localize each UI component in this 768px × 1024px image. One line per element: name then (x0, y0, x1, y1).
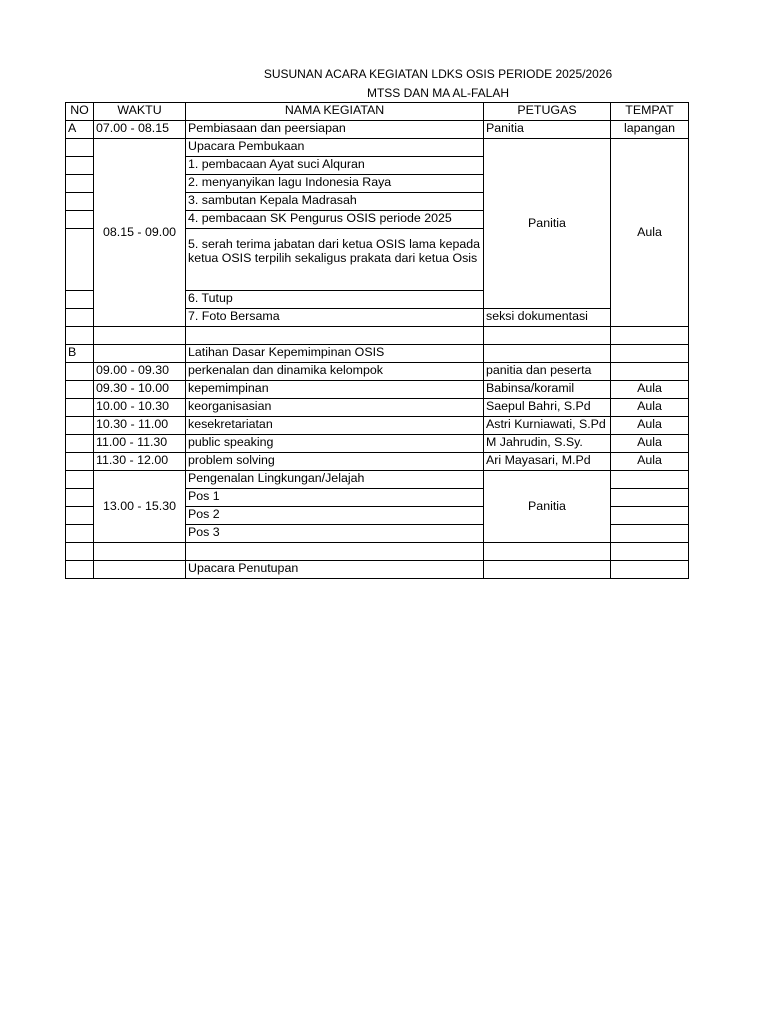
cell-no (66, 543, 94, 561)
cell-petugas (484, 543, 611, 561)
cell-petugas-merged: Panitia (484, 139, 611, 309)
cell-no (66, 327, 94, 345)
cell-waktu (94, 327, 186, 345)
cell-petugas: panitia dan peserta (484, 363, 611, 381)
cell-waktu (94, 561, 186, 579)
table-row (66, 417, 689, 435)
cell-no (66, 193, 94, 211)
cell-tempat (611, 543, 689, 561)
table-row (66, 121, 689, 139)
cell-waktu: 11.30 - 12.00 (94, 453, 186, 471)
cell-tempat: Aula (611, 399, 689, 417)
cell-no (66, 399, 94, 417)
cell-nama: kesekretariatan (186, 417, 484, 435)
cell-petugas: Saepul Bahri, S.Pd (484, 399, 611, 417)
cell-nama: 4. pembacaan SK Pengurus OSIS periode 2025 (186, 211, 484, 229)
cell-waktu: 09.00 - 09.30 (94, 363, 186, 381)
cell-petugas (484, 345, 611, 363)
cell-waktu-merged: 08.15 - 09.00 (94, 139, 186, 327)
cell-nama: 5. serah terima jabatan dari ketua OSIS lama kepada ketua OSIS terpilih sekaligus prakata dari ketua Osis (186, 229, 484, 291)
table-row (66, 327, 689, 345)
cell-waktu: 11.00 - 11.30 (94, 435, 186, 453)
cell-no (66, 381, 94, 399)
cell-no (66, 471, 94, 489)
cell-no (66, 309, 94, 327)
header-tempat: TEMPAT (611, 103, 689, 121)
cell-tempat: Aula (611, 435, 689, 453)
cell-tempat: Aula (611, 417, 689, 435)
cell-no (66, 417, 94, 435)
table-row (66, 363, 689, 381)
cell-nama: public speaking (186, 435, 484, 453)
cell-petugas: M Jahrudin, S.Sy. (484, 435, 611, 453)
cell-petugas (484, 561, 611, 579)
cell-nama: 3. sambutan Kepala Madrasah (186, 193, 484, 211)
cell-no (66, 453, 94, 471)
cell-nama: Pembiasaan dan peersiapan (186, 121, 484, 139)
cell-nama: Pengenalan Lingkungan/Jelajah (186, 471, 484, 489)
cell-nama: 6. Tutup (186, 291, 484, 309)
cell-tempat-merged: Aula (611, 139, 689, 327)
table-row (66, 561, 689, 579)
cell-nama: Pos 3 (186, 525, 484, 543)
cell-nama: Upacara Penutupan (186, 561, 484, 579)
document-subtitle: MTSS DAN MA AL-FALAH (366, 86, 510, 100)
header-row (66, 103, 689, 121)
header-petugas: PETUGAS (484, 103, 611, 121)
header-no: NO (66, 103, 94, 121)
cell-petugas: Ari Mayasari, M.Pd (484, 453, 611, 471)
cell-no (66, 561, 94, 579)
cell-nama (186, 327, 484, 345)
cell-tempat (611, 561, 689, 579)
cell-petugas-merged: Panitia (484, 471, 611, 543)
cell-nama: Pos 1 (186, 489, 484, 507)
cell-no (66, 525, 94, 543)
table-row (66, 453, 689, 471)
cell-tempat (611, 327, 689, 345)
cell-nama: 2. menyanyikan lagu Indonesia Raya (186, 175, 484, 193)
cell-nama: keorganisasian (186, 399, 484, 417)
cell-tempat (611, 471, 689, 489)
table-row (66, 471, 689, 489)
cell-petugas: Babinsa/koramil (484, 381, 611, 399)
cell-no: B (66, 345, 94, 363)
cell-tempat (611, 525, 689, 543)
table-row (66, 381, 689, 399)
schedule-table (65, 102, 689, 579)
cell-petugas: Astri Kurniawati, S.Pd (484, 417, 611, 435)
cell-nama: 1. pembacaan Ayat suci Alquran (186, 157, 484, 175)
header-nama-kegiatan: NAMA KEGIATAN (186, 103, 484, 121)
cell-petugas (484, 327, 611, 345)
cell-petugas: Panitia (484, 121, 611, 139)
cell-petugas: seksi dokumentasi (484, 309, 611, 327)
cell-no: A (66, 121, 94, 139)
cell-waktu (94, 345, 186, 363)
document-title: SUSUNAN ACARA KEGIATAN LDKS OSIS PERIODE 2025/2026 (263, 67, 613, 81)
cell-tempat: Aula (611, 381, 689, 399)
cell-nama: Pos 2 (186, 507, 484, 525)
cell-nama: Upacara Pembukaan (186, 139, 484, 157)
cell-no (66, 291, 94, 309)
cell-waktu: 07.00 - 08.15 (94, 121, 186, 139)
cell-nama: 7. Foto Bersama (186, 309, 484, 327)
cell-no (66, 139, 94, 157)
cell-waktu-merged: 13.00 - 15.30 (94, 471, 186, 543)
table-row (66, 399, 689, 417)
cell-no (66, 211, 94, 229)
cell-no (66, 363, 94, 381)
cell-tempat: lapangan (611, 121, 689, 139)
cell-tempat (611, 507, 689, 525)
cell-nama (186, 543, 484, 561)
cell-waktu (94, 543, 186, 561)
table-row (66, 435, 689, 453)
table-row (66, 345, 689, 363)
cell-no (66, 507, 94, 525)
cell-tempat (611, 489, 689, 507)
cell-no (66, 489, 94, 507)
cell-no (66, 435, 94, 453)
cell-tempat (611, 363, 689, 381)
cell-nama: kepemimpinan (186, 381, 484, 399)
cell-tempat: Aula (611, 453, 689, 471)
header-waktu: WAKTU (94, 103, 186, 121)
cell-no (66, 229, 94, 291)
table-row (66, 543, 689, 561)
cell-no (66, 175, 94, 193)
cell-waktu: 10.30 - 11.00 (94, 417, 186, 435)
cell-tempat (611, 345, 689, 363)
cell-nama: perkenalan dan dinamika kelompok (186, 363, 484, 381)
table-row (66, 139, 689, 157)
cell-nama: Latihan Dasar Kepemimpinan OSIS (186, 345, 484, 363)
cell-waktu: 10.00 - 10.30 (94, 399, 186, 417)
cell-waktu: 09.30 - 10.00 (94, 381, 186, 399)
cell-nama: problem solving (186, 453, 484, 471)
cell-no (66, 157, 94, 175)
